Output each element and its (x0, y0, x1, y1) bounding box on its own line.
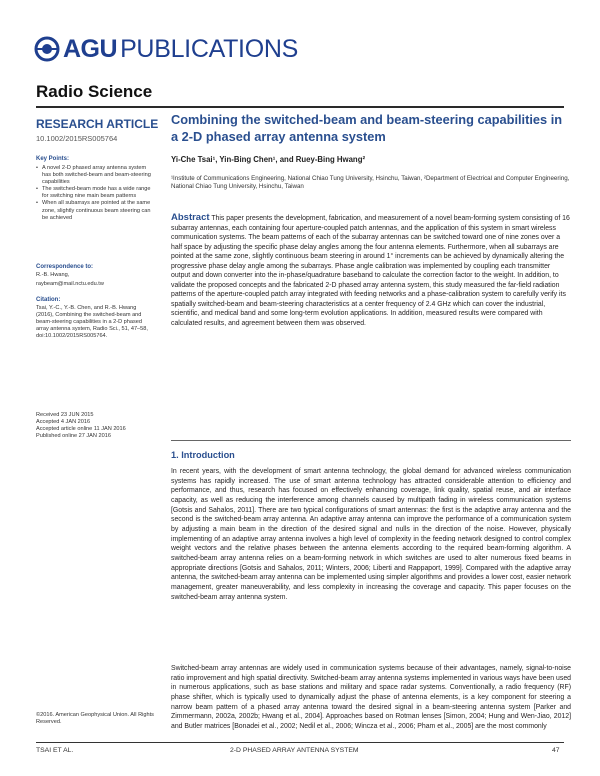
key-points-list (36, 165, 154, 222)
correspondence-name: R.-B. Hwang, (36, 272, 70, 278)
logo-publications-text: PUBLICATIONS (120, 34, 298, 63)
correspondence-heading: Correspondence to: (36, 264, 94, 270)
key-point: • A novel 2-D phased array antenna system has both switched-beam and beam-steering capabilities (36, 165, 154, 186)
author-affiliations: ¹Institute of Communications Engineering, National Chiao Tung University, Hsinchu, Taiwan, ²Department of Electrical and Computer Engineering, National Chiao Tung University, Hsinchu, Taiwan (171, 175, 570, 191)
abstract (171, 213, 571, 329)
footer-divider (36, 742, 564, 743)
section-heading-introduction: 1. Introduction (171, 450, 235, 460)
page-number: 47 (552, 747, 560, 754)
footer-authors: TSAI ET AL. (36, 747, 74, 754)
date-published-online: Published online 27 JAN 2016 (36, 433, 111, 440)
date-accepted: Accepted 4 JAN 2016 (36, 419, 91, 426)
body-paragraph: Switched-beam array antennas are widely used in communication systems because of their advantages, namely, signal-to-noise ratio improvement and high spatial directivity. Switched-beam array antenna systems implemented in various ways have been used in numerous applications, such as base stations and military and space radar systems. Conventionally, a radio frequency (RF) phase shifter, which is typically used to dynamically adjust the phase of antenna elements, is a key component for steering a narrow beam pattern of a phased array antenna toward the desired signal in a beam-steering antenna system [Parker and Zimmermann, 2002a, 2002b; Hwang et al., 2004]. Approaches based on Rotman lenses [Simon, 2004; Hung and Wen-Jiao, 2012] and Butler matrices [Bonadei et al., 2002; Nedil et al., 2006; Wincza et al., 2006; Pham et al., 2005] are the most commonly (171, 665, 571, 730)
citation-heading: Citation: (36, 297, 61, 303)
footer-running-title: 2-D PHASED ARRAY ANTENNA SYSTEM (230, 747, 359, 754)
article-type: RESEARCH ARTICLE (36, 117, 159, 131)
abstract-label: Abstract (171, 212, 210, 223)
abstract-text: This paper presents the development, fabrication, and measurement of a novel beam-forming system consisting of 16 subarray antennas, each containing four aperture-coupled patch antennas, and the application of this system in smart wireless communication systems. The beam patterns of each of the subarray antennas can be switched toward one of nine zones over a half space by adjusting the specific phase delay angles among the four antenna elements. Furthermore, when all subarrays are pointed at the same zone, slightly continuous beam steering in around 1° increments can be achieved by dynamically altering the progressive phase delay angle among the subarrays. Phase angle calibration was implemented by coupling each transmitter output and down converter into the in-phase/quadrature baseband to calculate the correction factor to the weight. In addition, to validate the proposed concepts and the fabricated 2-D phased array antenna system, this study measured the far-field radiation patterns of the aperture-coupled patch array integrated with feeding networks and a phase-calibration system to carefully verify its spatially switched-beam and beam-steering characteristics at a center frequency of 2.4 GHz which can cover the industrial, scientific, and medical band and some long-term evolution applications. In addition, measured results were compared with calculated results, and agreement between them was observed. (171, 215, 570, 328)
agu-globe-icon (34, 36, 60, 62)
key-points-heading: Key Points: (36, 156, 70, 162)
date-accepted-online: Accepted article online 11 JAN 2016 (36, 426, 126, 433)
agu-publications-logo (34, 34, 298, 64)
journal-name: Radio Science (36, 82, 153, 101)
date-received: Received 23 JUN 2015 (36, 412, 94, 418)
article-doi[interactable]: 10.1002/2015RS005764 (36, 134, 118, 143)
body-paragraph: In recent years, with the development of smart antenna technology, the global demand for advanced wireless communication systems has rapidly increased. The use of smart antenna technology has attracted considerable attention to efficiency and performance, and thus, research has focused on effectively enhancing coverage, link quality, spatial reuse, and air interface capacity, as well as reducing the interference among channels caused by multipath fading in wireless communication systems [Gotsis and Sahalos, 2011]. There are two typical configurations of smart antennas: the first is the adaptive array antenna and the second is the switched-beam array antenna. An adaptive array antenna can improve the performance of a communication system by adjusting a main beam in the direction of the desired signal and nulls in the direction of the noise. However, physically implementing of an adaptive array antenna involves a high level of complexity in the feeding network designed to control complex weight vectors and the relative phases between the antenna elements according to the required beam-forming algorithm. A switched-beam array antenna relies on a beam-forming network in which switches are used to alter numerous fixed beams in appropriate directions [Gotsis and Sahalos, 2011; Winters, 2006; Liberti and Rappaport, 1999]. Compared with the adaptive array antenna, the switched-beam array antenna can be implemented using simpler algorithms and provides a lower cost, easier network management, greater maneuverability, and less complexity in increasing the coverage and capacity. This paper focuses on the switched-beam array antenna system. (171, 468, 571, 601)
article-dates (36, 412, 156, 440)
key-point: • The switched-beam mode has a wide range for switching nine main beam patterns (36, 186, 154, 200)
copyright-notice: ©2016. American Geophysical Union. All Rights Reserved. (36, 712, 154, 726)
header-divider (36, 106, 564, 108)
abstract-divider (171, 440, 571, 441)
article-title: Combining the switched-beam and beam-steering capabilities in a 2-D phased array antenna system (171, 112, 563, 144)
article-authors: Yi-Che Tsai¹, Yin-Bing Chen¹, and Ruey-Bing Hwang² (171, 155, 366, 164)
correspondence-email[interactable]: raybeam@mail.nctu.edu.tw (36, 281, 104, 287)
citation-text: Tsai, Y.-C., Y.-B. Chen, and R.-B. Hwang (2016), Combining the switched-beam and beam-steering capabilities in a 2-D phased array antenna system, Radio Sci., 51, 47–58, doi:10.1002/2015RS005764. (36, 305, 148, 340)
key-point: • When all subarrays are pointed at the same zone, slightly continuous beam steering can be achieved (36, 200, 154, 221)
logo-agu-text: AGU (63, 34, 118, 63)
